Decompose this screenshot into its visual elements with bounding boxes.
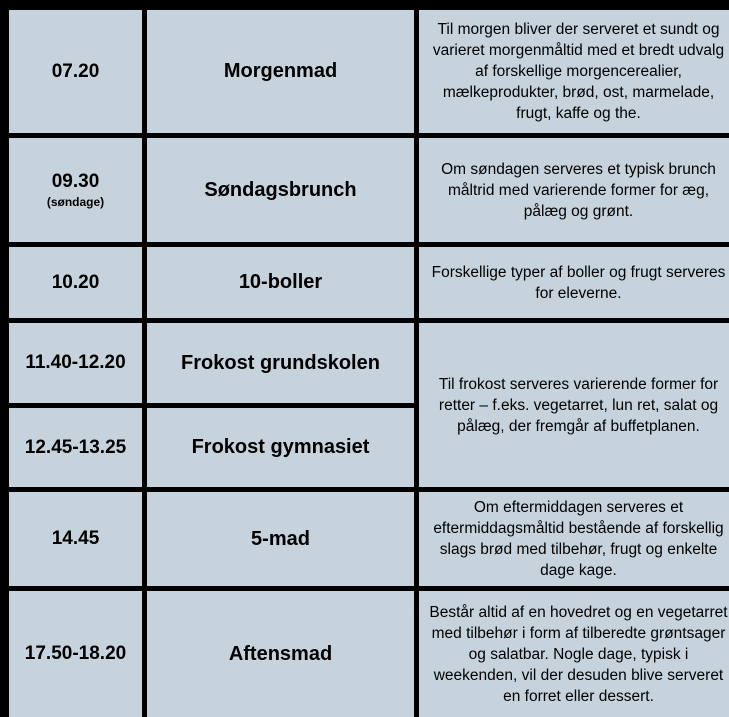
description-cell: Forskellige typer af boller og frugt serveres for eleverne. <box>419 247 729 318</box>
time-cell <box>9 10 142 133</box>
time-label: 11.40-12.20 <box>25 352 126 373</box>
meal-cell: Frokost gymnasiet <box>147 408 414 487</box>
time-label: 07.20 <box>51 60 100 82</box>
description-cell: Om søndagen serveres et typisk brunch måltrid med varierende former for æg, pålæg og grønt. <box>419 138 729 242</box>
meal-cell: Frokost grundskolen <box>147 323 414 403</box>
time-label: 09.30 <box>51 171 100 192</box>
time-cell <box>9 247 142 318</box>
meal-cell: 10-boller <box>147 247 414 318</box>
time-cell <box>9 138 142 242</box>
meal-cell: Søndagsbrunch <box>147 138 414 242</box>
time-label: 17.50-18.20 <box>24 643 127 664</box>
meal-cell: Aftensmad <box>147 591 414 717</box>
time-cell <box>9 591 142 717</box>
description-cell: Består altid af en hovedret og en vegetarret med tilbehør i form af tilberedte grøntsager og salatbar. Nogle dage, typisk i weekenden, vil der desuden blive serveret en forret eller dessert. <box>419 591 729 717</box>
time-cell <box>9 408 142 487</box>
time-label: 12.45-13.25 <box>24 436 127 458</box>
time-note: (søndage) <box>46 195 105 209</box>
meal-cell: Morgenmad <box>147 10 414 133</box>
time-cell <box>9 323 142 403</box>
time-label: 10.20 <box>51 271 100 293</box>
time-label: 14.45 <box>51 528 100 549</box>
meal-cell: 5-mad <box>147 492 414 586</box>
time-cell <box>9 492 142 586</box>
description-cell: Om eftermiddagen serveres et eftermiddagsmåltid bestående af forskellig slags brød med tilbehør, frugt og enkelte dage kage. <box>419 492 729 586</box>
description-cell: Til morgen bliver der serveret et sundt og varieret morgenmåltid med et bredt udvalg af forskellige morgencerealier, mælkeprodukter, brød, ost, marmelade, frugt, kaffe og the. <box>419 10 729 133</box>
description-cell: Til frokost serveres varierende former for retter – f.eks. vegetarret, lun ret, salat og pålæg, der fremgår af buffetplanen. <box>419 323 729 487</box>
